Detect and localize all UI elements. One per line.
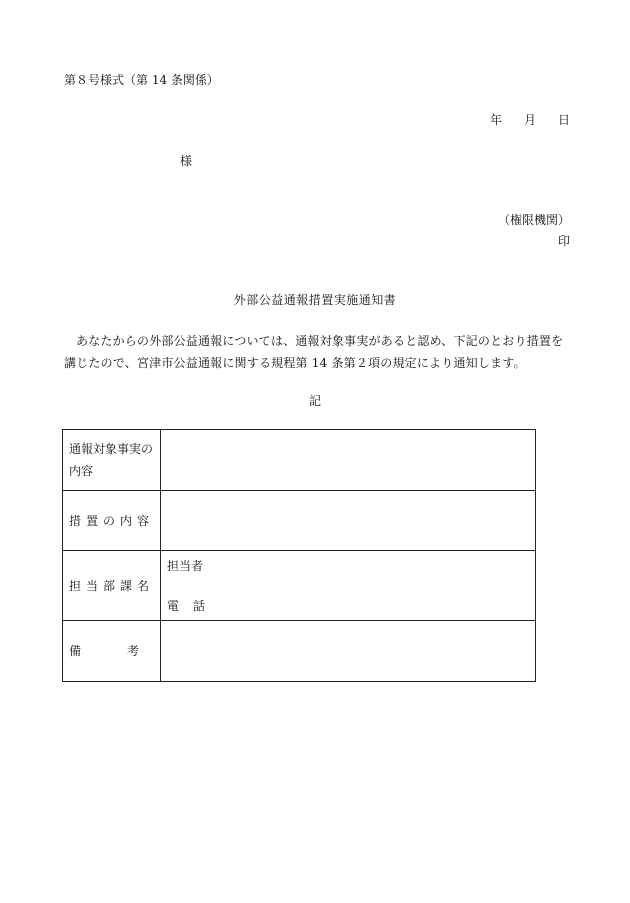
seal-mark: 印 <box>557 234 570 248</box>
table-row <box>63 621 536 682</box>
issuer-authority: （権限機関） <box>497 213 570 227</box>
phone-label: 電 話 <box>167 599 206 613</box>
notice-table <box>62 429 536 682</box>
remarks-second-char: 考 <box>126 644 139 658</box>
value-remarks <box>161 621 536 682</box>
label-reported-facts: 通報対象事実の内容 <box>63 430 161 491</box>
label-department: 担当部課名 <box>63 551 161 621</box>
value-reported-facts <box>161 430 536 491</box>
form-number: 第８号様式（第 14 条関係） <box>64 73 219 87</box>
label-remarks <box>63 621 161 682</box>
addressee-suffix: 様 <box>180 154 193 168</box>
table-row <box>63 491 536 551</box>
label-measures: 措置の内容 <box>63 491 161 551</box>
date-year: 年 <box>489 113 502 127</box>
notice-body: あなたからの外部公益通報については、通報対象事実があると認め、下記のとおり措置を講じたので、宮津市公益通報に関する規程第 14 条第２項の規定により通知します。 <box>64 334 564 370</box>
table-row <box>63 430 536 491</box>
date-line <box>490 111 570 128</box>
date-month: 月 <box>523 113 536 127</box>
document-title: 外部公益通報措置実施通知書 <box>233 293 397 307</box>
value-department <box>161 551 536 621</box>
value-measures <box>161 491 536 551</box>
person-in-charge-label: 担当者 <box>167 559 204 573</box>
table-row <box>63 551 536 621</box>
date-day: 日 <box>557 113 570 127</box>
remarks-first-char: 備 <box>69 644 82 658</box>
ki-heading: 記 <box>308 394 321 408</box>
